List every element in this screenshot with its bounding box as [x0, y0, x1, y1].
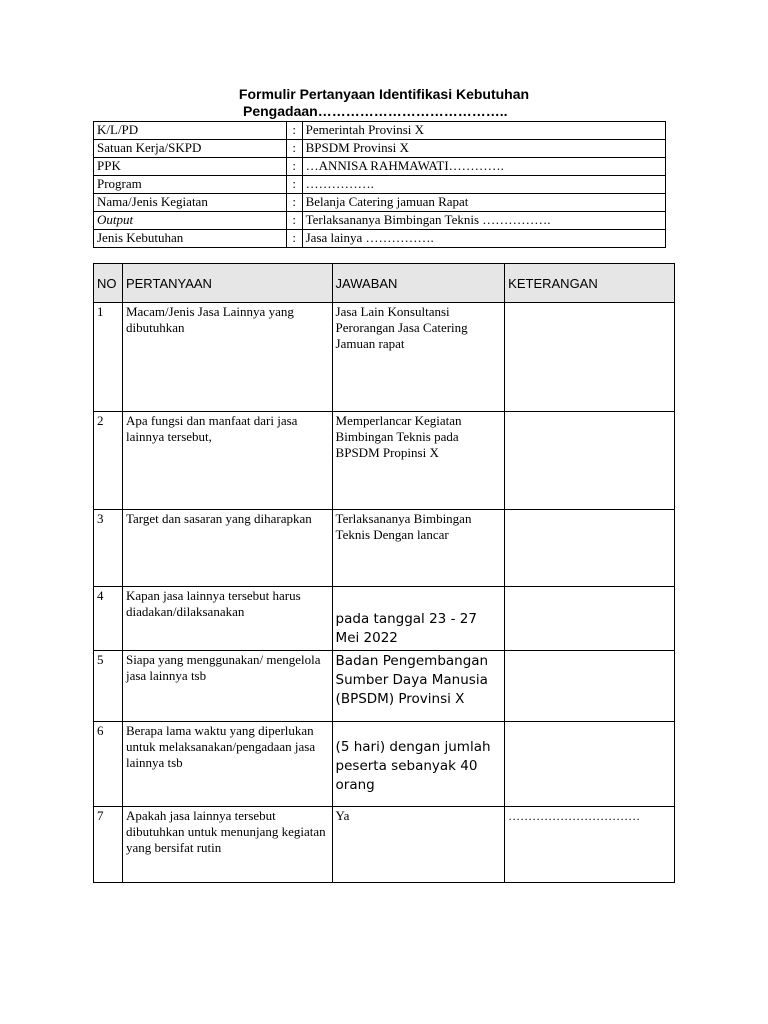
question-table [93, 263, 675, 883]
row-answer: Ya [332, 807, 505, 883]
row-answer: Badan Pengembangan Sumber Daya Manusia (BPSDM) Provinsi X [332, 651, 505, 722]
row-no: 5 [94, 651, 123, 722]
header-keterangan: KETERANGAN [505, 264, 675, 303]
table-row [94, 412, 675, 510]
row-answer: (5 hari) dengan jumlah peserta sebanyak 40 orang [332, 722, 505, 807]
row-question: Macam/Jenis Jasa Lainnya yang dibutuhkan [122, 303, 332, 412]
info-value: Jasa lainya ……………. [302, 230, 665, 248]
table-row [94, 303, 675, 412]
row-answer: pada tanggal 23 - 27 Mei 2022 [332, 587, 505, 651]
info-value: Belanja Catering jamuan Rapat [302, 194, 665, 212]
row-question: Apakah jasa lainnya tersebut dibutuhkan untuk menunjang kegiatan yang bersifat rutin [122, 807, 332, 883]
info-label: PPK [94, 158, 287, 176]
table-row [94, 807, 675, 883]
row-note [505, 722, 675, 807]
info-sep: : [286, 194, 302, 212]
info-row [94, 176, 666, 194]
info-value: ……………. [302, 176, 665, 194]
info-label: Nama/Jenis Kegiatan [94, 194, 287, 212]
info-row [94, 194, 666, 212]
header-pertanyaan: PERTANYAAN [122, 264, 332, 303]
row-note: …………………………… [505, 807, 675, 883]
info-sep: : [286, 122, 302, 140]
row-no: 7 [94, 807, 123, 883]
form-subtitle: Pengadaan………………………………….. [243, 103, 508, 119]
row-no: 2 [94, 412, 123, 510]
info-table [93, 121, 666, 248]
row-note [505, 587, 675, 651]
table-row [94, 587, 675, 651]
row-question: Siapa yang menggunakan/ mengelola jasa lainnya tsb [122, 651, 332, 722]
form-title: Formulir Pertanyaan Identifikasi Kebutuhan [238, 86, 530, 102]
info-row [94, 122, 666, 140]
row-no: 3 [94, 510, 123, 587]
row-question: Kapan jasa lainnya tersebut harus diadakan/dilaksanakan [122, 587, 332, 651]
info-label: Jenis Kebutuhan [94, 230, 287, 248]
info-value: …ANNISA RAHMAWATI…………. [302, 158, 665, 176]
row-answer: Jasa Lain Konsultansi Perorangan Jasa Catering Jamuan rapat [332, 303, 505, 412]
info-sep: : [286, 140, 302, 158]
row-answer: Terlaksananya Bimbingan Teknis Dengan lancar [332, 510, 505, 587]
row-no: 1 [94, 303, 123, 412]
info-row [94, 230, 666, 248]
row-note [505, 412, 675, 510]
info-value: BPSDM Provinsi X [302, 140, 665, 158]
table-row [94, 722, 675, 807]
table-row [94, 651, 675, 722]
info-label: K/L/PD [94, 122, 287, 140]
row-question: Target dan sasaran yang diharapkan [122, 510, 332, 587]
info-sep: : [286, 212, 302, 230]
info-value: Terlaksananya Bimbingan Teknis ……………. [302, 212, 665, 230]
row-note [505, 510, 675, 587]
info-row [94, 140, 666, 158]
info-label: Program [94, 176, 287, 194]
table-row [94, 510, 675, 587]
row-question: Berapa lama waktu yang diperlukan untuk melaksanakan/pengadaan jasa lainnya tsb [122, 722, 332, 807]
info-row [94, 158, 666, 176]
info-row [94, 212, 666, 230]
info-value: Pemerintah Provinsi X [302, 122, 665, 140]
header-no: NO [94, 264, 123, 303]
table-header-row [94, 264, 675, 303]
row-answer: Memperlancar Kegiatan Bimbingan Teknis pada BPSDM Propinsi X [332, 412, 505, 510]
row-no: 6 [94, 722, 123, 807]
info-sep: : [286, 158, 302, 176]
row-no: 4 [94, 587, 123, 651]
row-note [505, 651, 675, 722]
info-sep: : [286, 230, 302, 248]
row-note [505, 303, 675, 412]
header-jawaban: JAWABAN [332, 264, 505, 303]
row-question: Apa fungsi dan manfaat dari jasa lainnya tersebut, [122, 412, 332, 510]
info-sep: : [286, 176, 302, 194]
info-label: Satuan Kerja/SKPD [94, 140, 287, 158]
info-label: Output [94, 212, 287, 230]
